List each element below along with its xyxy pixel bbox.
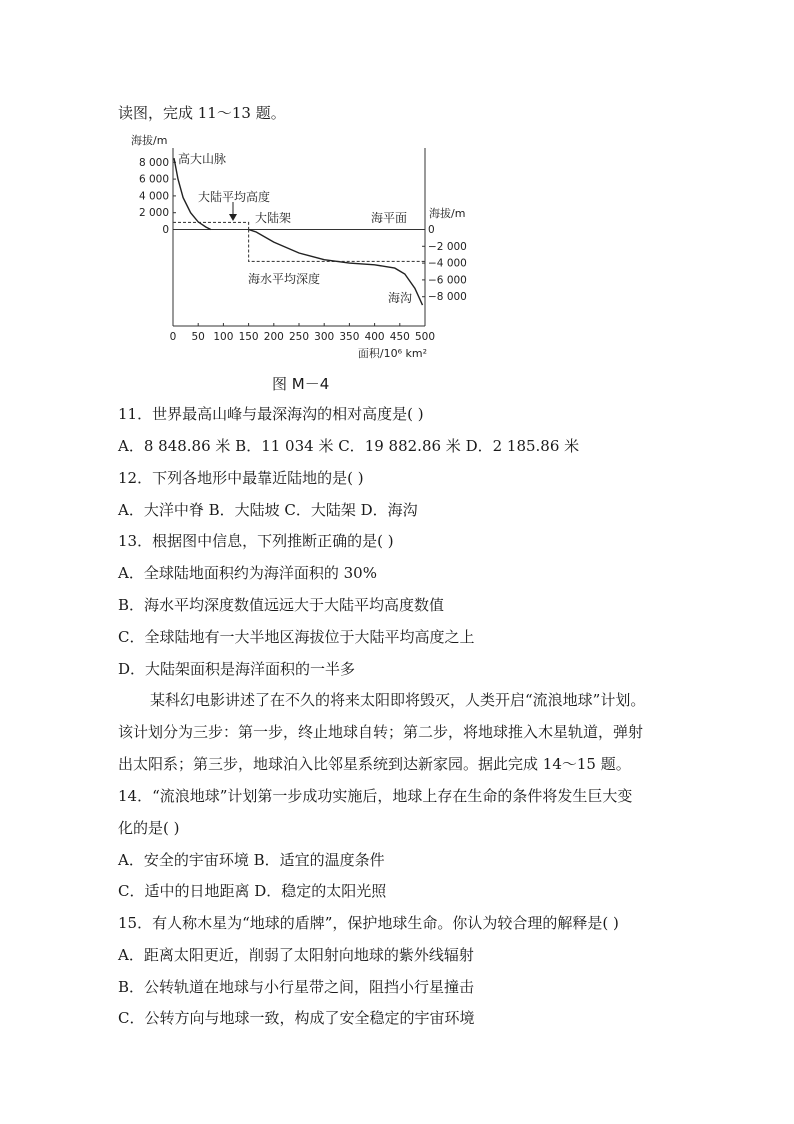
label-avg-land-height: 大陆平均高度 — [198, 190, 271, 204]
x-tick-label: 0 — [169, 331, 177, 343]
passage-line-2: 该计划分为三步：第一步，终止地球自转；第二步，将地球推入木星轨道，弹射 — [118, 723, 644, 741]
label-mountain: 高大山脉 — [178, 152, 227, 166]
right-axis-title: 海拔/m — [429, 207, 466, 220]
avg-sea-depth-line — [249, 230, 425, 262]
left-tick-label: 0 — [162, 224, 169, 236]
q13-option-b: B．海水平均深度数值远远大于大陆平均高度数值 — [118, 596, 445, 614]
figure-caption: 图 M－4 — [272, 375, 330, 393]
right-tick-label: −8 000 — [428, 291, 467, 304]
q13-option-a: A．全球陆地面积约为海洋面积的 30% — [118, 564, 377, 582]
x-axis-title: 面积/10⁶ km² — [357, 347, 427, 360]
q15-option-b: B．公转轨道在地球与小行星带之间，阻挡小行星撞击 — [118, 978, 475, 996]
left-axis-title: 海拔/m — [131, 134, 168, 147]
passage-line-1: 某科幻电影讲述了在不久的将来太阳即将毁灭，人类开启“流浪地球”计划。 — [150, 691, 646, 709]
hypsometric-chart — [128, 130, 467, 365]
q14-options-cd: C．适中的日地距离 D．稳定的太阳光照 — [118, 882, 387, 900]
avg-land-height-line — [173, 222, 249, 229]
left-tick-label: 2 000 — [138, 207, 169, 220]
avg-height-arrow-head — [229, 214, 237, 221]
x-tick-label: 350 — [339, 331, 360, 343]
x-tick-label: 50 — [191, 331, 205, 343]
q13-option-d: D．大陆架面积是海洋面积的一半多 — [118, 660, 356, 678]
q15-option-a: A．距离太阳更近，削弱了太阳射向地球的紫外线辐射 — [118, 946, 474, 964]
x-tick-label: 250 — [288, 331, 310, 343]
passage-line-3: 出太阳系；第三步，地球泊入比邻星系统到达新家园。据此完成 14～15 题。 — [118, 755, 631, 773]
right-tick-label: −2 000 — [428, 240, 467, 253]
q14-options-ab: A．安全的宇宙环境 B．适宜的温度条件 — [118, 851, 385, 869]
q11-stem: 11．世界最高山峰与最深海沟的相对高度是( ) — [118, 405, 424, 423]
label-trench: 海沟 — [388, 291, 413, 305]
q14-stem-line-2: 化的是( ) — [118, 819, 180, 837]
intro-text: 读图，完成 11～13 题。 — [118, 104, 286, 122]
x-tick-label: 400 — [364, 331, 385, 343]
q12-stem: 12．下列各地形中最靠近陆地的是( ) — [118, 469, 364, 487]
q14-stem-line-1: 14．“流浪地球”计划第一步成功实施后，地球上存在生命的条件将发生巨大变 — [118, 787, 633, 805]
label-continental-shelf: 大陆架 — [255, 211, 292, 225]
right-tick-label: −6 000 — [428, 274, 467, 287]
label-avg-sea-depth: 海水平均深度 — [248, 272, 321, 286]
left-tick-label: 6 000 — [138, 173, 169, 186]
right-tick-label: −4 000 — [428, 257, 467, 270]
x-tick-label: 150 — [238, 331, 259, 343]
right-tick-label: 0 — [428, 224, 435, 236]
q15-option-c: C．公转方向与地球一致，构成了安全稳定的宇宙环境 — [118, 1009, 475, 1027]
x-tick-label: 200 — [263, 331, 284, 343]
left-tick-label: 8 000 — [138, 156, 169, 169]
x-tick-label: 300 — [314, 331, 335, 343]
label-sea-level: 海平面 — [371, 211, 408, 225]
x-tick-label: 100 — [213, 331, 234, 343]
x-tick-label: 500 — [414, 331, 436, 343]
left-tick-label: 4 000 — [138, 190, 169, 203]
q13-stem: 13．根据图中信息，下列推断正确的是( ) — [118, 532, 394, 550]
q15-stem: 15．有人称木星为“地球的盾牌”，保护地球生命。你认为较合理的解释是( ) — [118, 914, 619, 932]
q13-option-c: C．全球陆地有一大半地区海拔位于大陆平均高度之上 — [118, 628, 475, 646]
elevation-area-figure — [128, 130, 467, 365]
q12-options: A．大洋中脊 B．大陆坡 C．大陆架 D．海沟 — [118, 501, 418, 519]
q11-options: A．8 848.86 米 B．11 034 米 C．19 882.86 米 D．2 185.86 米 — [118, 437, 580, 455]
x-tick-label: 450 — [389, 331, 410, 343]
